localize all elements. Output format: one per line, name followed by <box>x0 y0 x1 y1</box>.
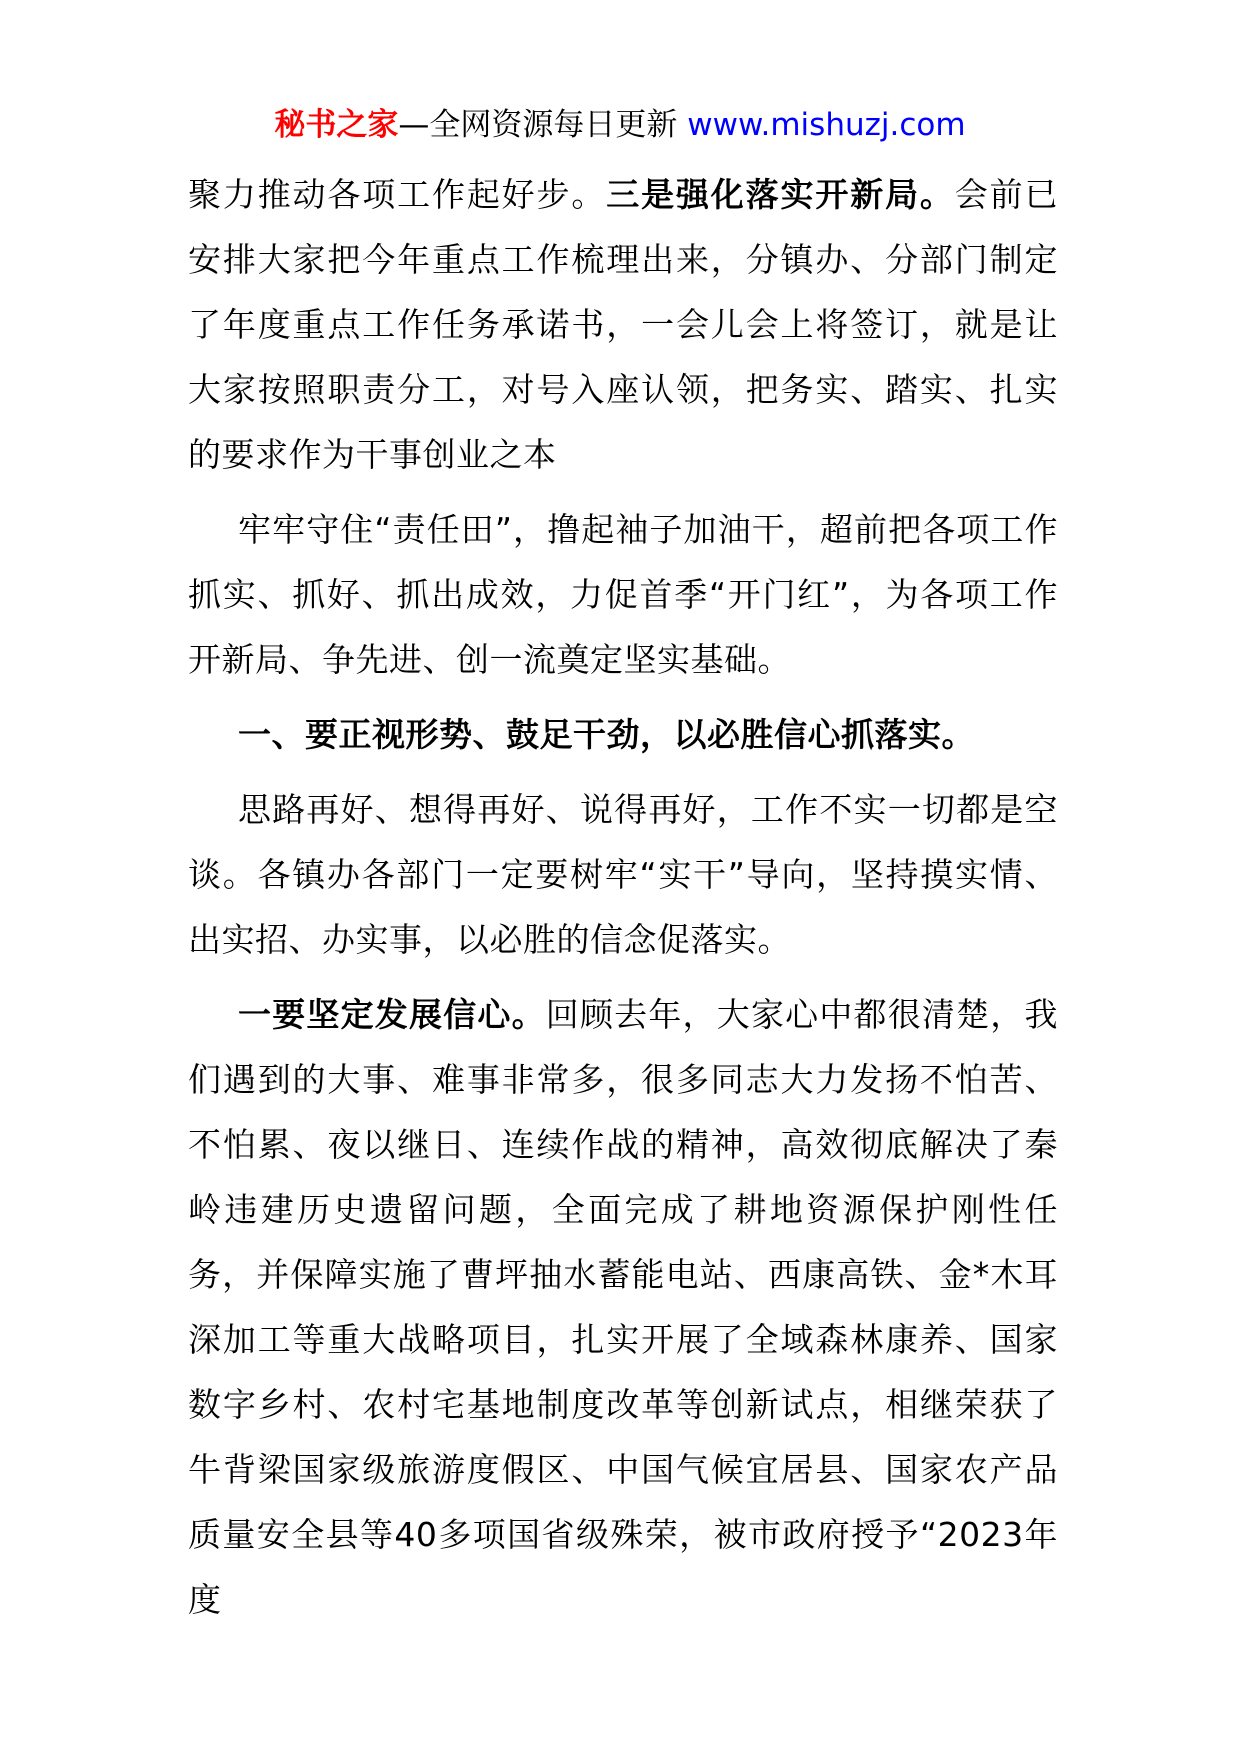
run-text: 回顾去年，大家心中都很清楚，我们遇到的大事、难事非常多，很多同志大力发扬不怕苦、不怕累、夜以继日、连续作战的精神，高效彻底解决了秦岭违建历史遗留问题，全面完成了耕地资源保护刚性任务，并保障实施了曹坪抽水蓄能电站、西康高铁、金*木耳深加工等重大战略项目，扎实开展了全域森林康养、国家数字乡村、农村宅基地制度改革等创新试点，相继荣获了牛背梁国家级旅游度假区、中国气候宜居县、国家农产品质量安全县等40多项国省级殊荣，被市政府授予“2023年度 <box>188 995 1059 1619</box>
run-text: 聚力推动各项工作起好步。 <box>188 175 607 214</box>
paragraph <box>188 982 1058 1632</box>
run-heading: 一、要正视形势、鼓足干劲，以必胜信心抓落实。 <box>238 715 975 754</box>
paragraph <box>188 777 1058 972</box>
document-body <box>188 162 1058 1632</box>
header-tagline: —全网资源每日更新 <box>398 107 688 143</box>
watermark-header <box>0 104 1240 146</box>
paragraph <box>188 497 1058 692</box>
run-text: 会前已安排大家把今年重点工作梳理出来，分镇办、分部门制定了年度重点工作任务承诺书，一会儿会上将签订，就是让大家按照职责分工，对号入座认领，把务实、踏实、扎实的要求作为干事创业之本 <box>188 175 1059 474</box>
run-text: 思路再好、想得再好、说得再好，工作不实一切都是空谈。各镇办各部门一定要树牢“实干”导向，坚持摸实情、出实招、办实事，以必胜的信念促落实。 <box>188 790 1058 959</box>
section-heading <box>188 702 1058 767</box>
run-text: 牢牢守住“责任田”，撸起袖子加油干，超前把各项工作抓实、抓好、抓出成效，力促首季“开门红”，为各项工作开新局、争先进、创一流奠定坚实基础。 <box>188 510 1058 679</box>
run-heading: 一要坚定发展信心。 <box>238 995 546 1034</box>
website-link[interactable]: www.mishuzj.com <box>687 107 966 143</box>
run-heading: 三是强化落实开新局。 <box>606 175 955 214</box>
brand-name: 秘书之家 <box>274 107 399 143</box>
paragraph-continuation <box>188 162 1058 487</box>
